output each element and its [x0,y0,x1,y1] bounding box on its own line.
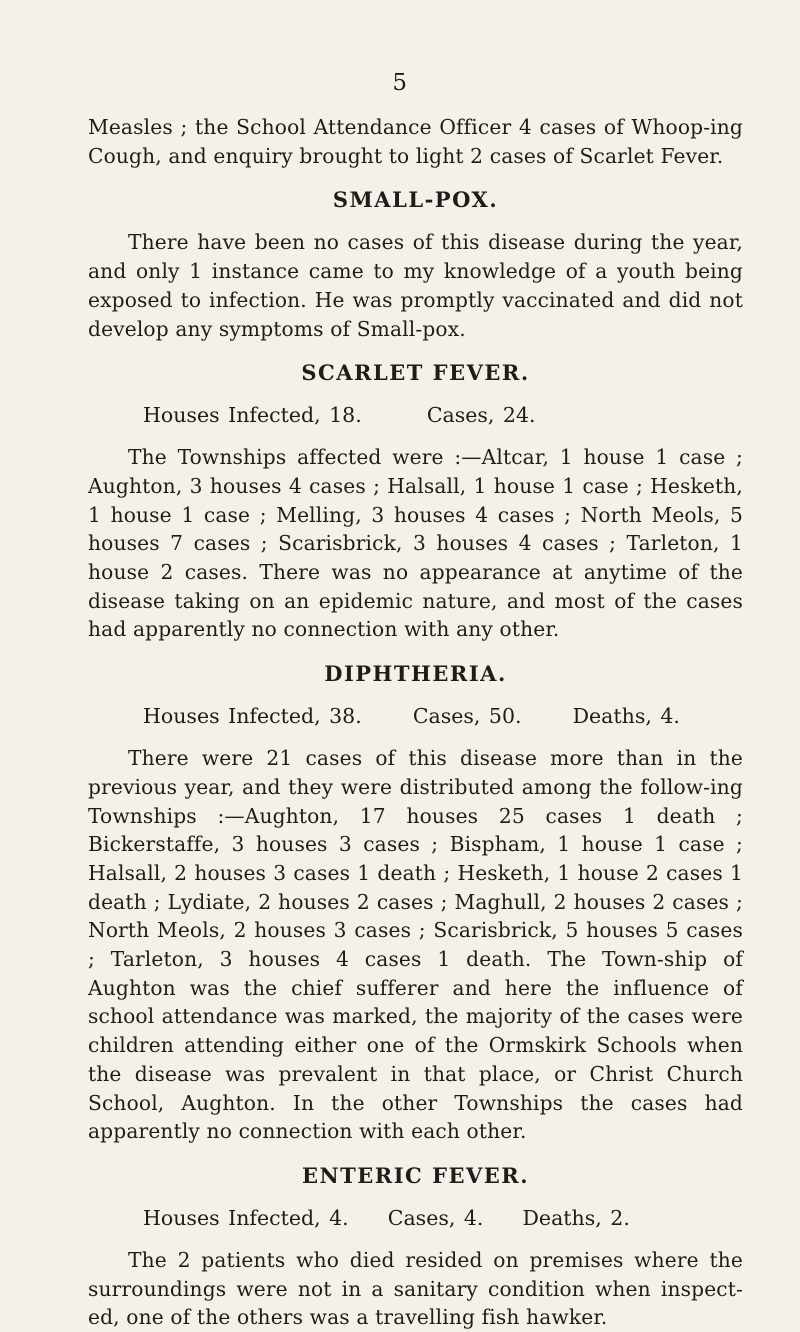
enteric-fever-paragraph: The 2 patients who died resided on premises where the surroundings were not in a sanitary condition when inspect-ed, one of the others was a travelling fish hawker. [88,1247,743,1330]
smallpox-paragraph: There have been no cases of this disease during the year, and only 1 instance came to my knowledge of a youth being exposed to infection. He was promptly vaccinated and did not develop any symptoms of Small-pox. [88,230,743,341]
scarlet-cases: Cases, 24. [426,403,536,428]
enteric-fever-stats [88,1204,743,1232]
diphtheria-stats [88,702,743,730]
enteric-cases: Cases, 4. [387,1205,484,1230]
enteric-houses: Houses Infected, 4. [143,1205,349,1230]
diphtheria-paragraph: There were 21 cases of this disease more than in the previous year, and they were distributed among the follow-ing Townships :—Aughton, 17 houses 25 cases 1 death ; Bickerstaffe, 3 houses 3 cases ; Bispham, 1 house 1 case ; Halsall, 2 houses 3 cases 1 death ; Hesketh, 1 house 2 cases 1 death ; Lydiate, 2 houses 2 cases ; Maghull, 2 houses 2 cases ; North Meols, 2 houses 3 cases ; Scarisbrick, 5 houses 5 cases ; Tarleton, 3 houses 4 cases 1 death. The Town-ship of Aughton was the chief sufferer and here the influence of school attendance was marked, the majority of the cases were children attending either one of the Ormskirk Schools when the disease was prevalent in that place, or Christ Church School, Aughton. In the other Townships the cases had apparently no connection with each other. [88,746,743,1144]
intro-paragraph: Measles ; the School Attendance Officer 4 cases of Whoop-ing Cough, and enquiry brought to light 2 cases of Scarlet Fever. [88,115,743,168]
enteric-deaths: Deaths, 2. [522,1205,630,1230]
diphtheria-houses: Houses Infected, 38. [143,704,362,729]
diphtheria-cases: Cases, 50. [412,704,522,729]
scarlet-fever-heading: SCARLET FEVER. [301,360,530,386]
page-number: 5 [392,70,408,96]
page-content [88,113,743,1332]
scarlet-fever-stats [88,401,743,429]
diphtheria-deaths: Deaths, 4. [572,704,680,729]
scarlet-fever-paragraph: The Townships affected were :—Altcar, 1 house 1 case ; Aughton, 3 houses 4 cases ; Halsall, 1 house 1 case ; Hesketh, 1 house 1 case ; Melling, 3 houses 4 cases ; North Meols, 5 houses 7 cases ; Scarisbrick, 3 houses 4 cases ; Tarleton, 1 house 2 cases. There was no appearance at anytime of the disease taking on an epidemic nature, and most of the cases had apparently no connection with any other. [88,445,743,642]
enteric-fever-heading: ENTERIC FEVER. [301,1162,530,1188]
smallpox-heading: SMALL-POX. [332,187,499,213]
scarlet-houses: Houses Infected, 18. [143,403,362,428]
diphtheria-heading: DIPHTHERIA. [324,661,507,687]
